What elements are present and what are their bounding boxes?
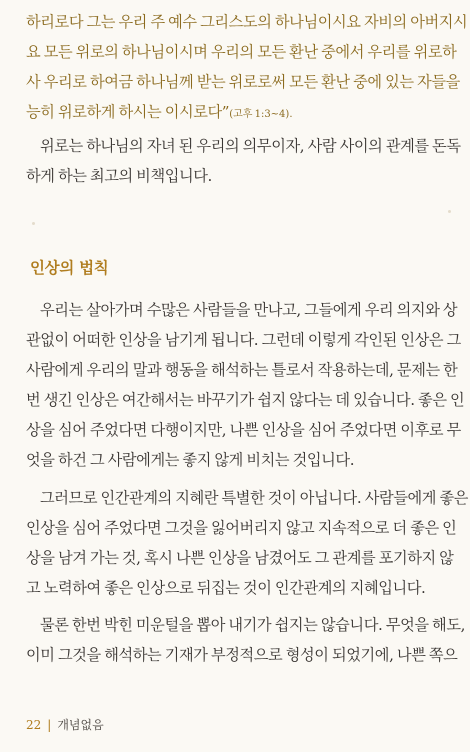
- quote-line: 사 우리로 하여금 하나님께 받는 위로로써 모든 환난 중에 있는 자들을: [26, 73, 460, 91]
- quote-line: 하리로다 그는 우리 주 예수 그리스도의 하나님이시요 자비의 아버지시: [26, 13, 468, 31]
- paragraph-line: 고 노력하여 좋은 인상으로 뒤집는 것이 인간관계의 지혜입니다.: [26, 579, 426, 597]
- paragraph-line: 관없이 어떠한 인상을 남기게 됩니다. 그런데 이렇게 각인된 인상은 그: [26, 331, 461, 349]
- section-heading: 인상의 법칙: [30, 259, 109, 277]
- paragraph-line: 우리는 살아가며 수많은 사람들을 만나고, 그들에게 우리 의지와 상: [40, 301, 458, 319]
- page-footer: [26, 716, 104, 733]
- paragraph-line: 사람에게 우리의 말과 행동을 해석하는 틀로서 작용하는데, 문제는 한: [26, 361, 458, 379]
- footer-separator: |: [47, 718, 52, 732]
- decorative-dot: [448, 210, 451, 213]
- decorative-dot: [32, 222, 35, 225]
- paragraph-line: 상을 남겨 가는 것, 혹시 나쁜 인상을 남겼어도 그 관계를 포기하지 않: [26, 549, 454, 567]
- quote-citation: (고후 1:3~4).: [229, 109, 293, 120]
- quote-line: 요 모든 위로의 하나님이시며 우리의 모든 환난 중에서 우리를 위로하: [26, 43, 457, 61]
- paragraph-line: 위로는 하나님의 자녀 된 우리의 의무이자, 사람 사이의 관계를 돈독: [40, 137, 461, 155]
- book-title: 개념없음: [57, 718, 104, 732]
- paragraph-line: 상을 심어 주었다면 다행이지만, 나쁜 인상을 심어 주었다면 이후로 무: [26, 421, 461, 439]
- quote-text: 능히 위로하게 하시는 이시로다”: [26, 103, 230, 121]
- page-number: 22: [26, 718, 42, 732]
- paragraph-line: 하게 하는 최고의 비책입니다.: [26, 167, 212, 185]
- paragraph-line: 번 생긴 인상은 여간해서는 바꾸기가 쉽지 않다는 데 있습니다. 좋은 인: [26, 391, 465, 409]
- paragraph-line: 엇을 하건 그 사람에게는 좋지 않게 비치는 것입니다.: [26, 451, 355, 469]
- paragraph-line: 그러므로 인간관계의 지혜란 특별한 것이 아닙니다. 사람들에게 좋은: [40, 489, 469, 507]
- paragraph-line: 인상을 심어 주었다면 그것을 잃어버리지 않고 지속적으로 더 좋은 인: [26, 519, 457, 537]
- quote-line-last: [26, 102, 451, 125]
- paragraph-line: 물론 한번 박힌 미운털을 뽑아 내기가 쉽지는 않습니다. 무엇을 해도,: [40, 616, 466, 634]
- paragraph-line: 이미 그것을 해석하는 기재가 부정적으로 형성이 되었기에, 나쁜 쪽으: [26, 646, 458, 664]
